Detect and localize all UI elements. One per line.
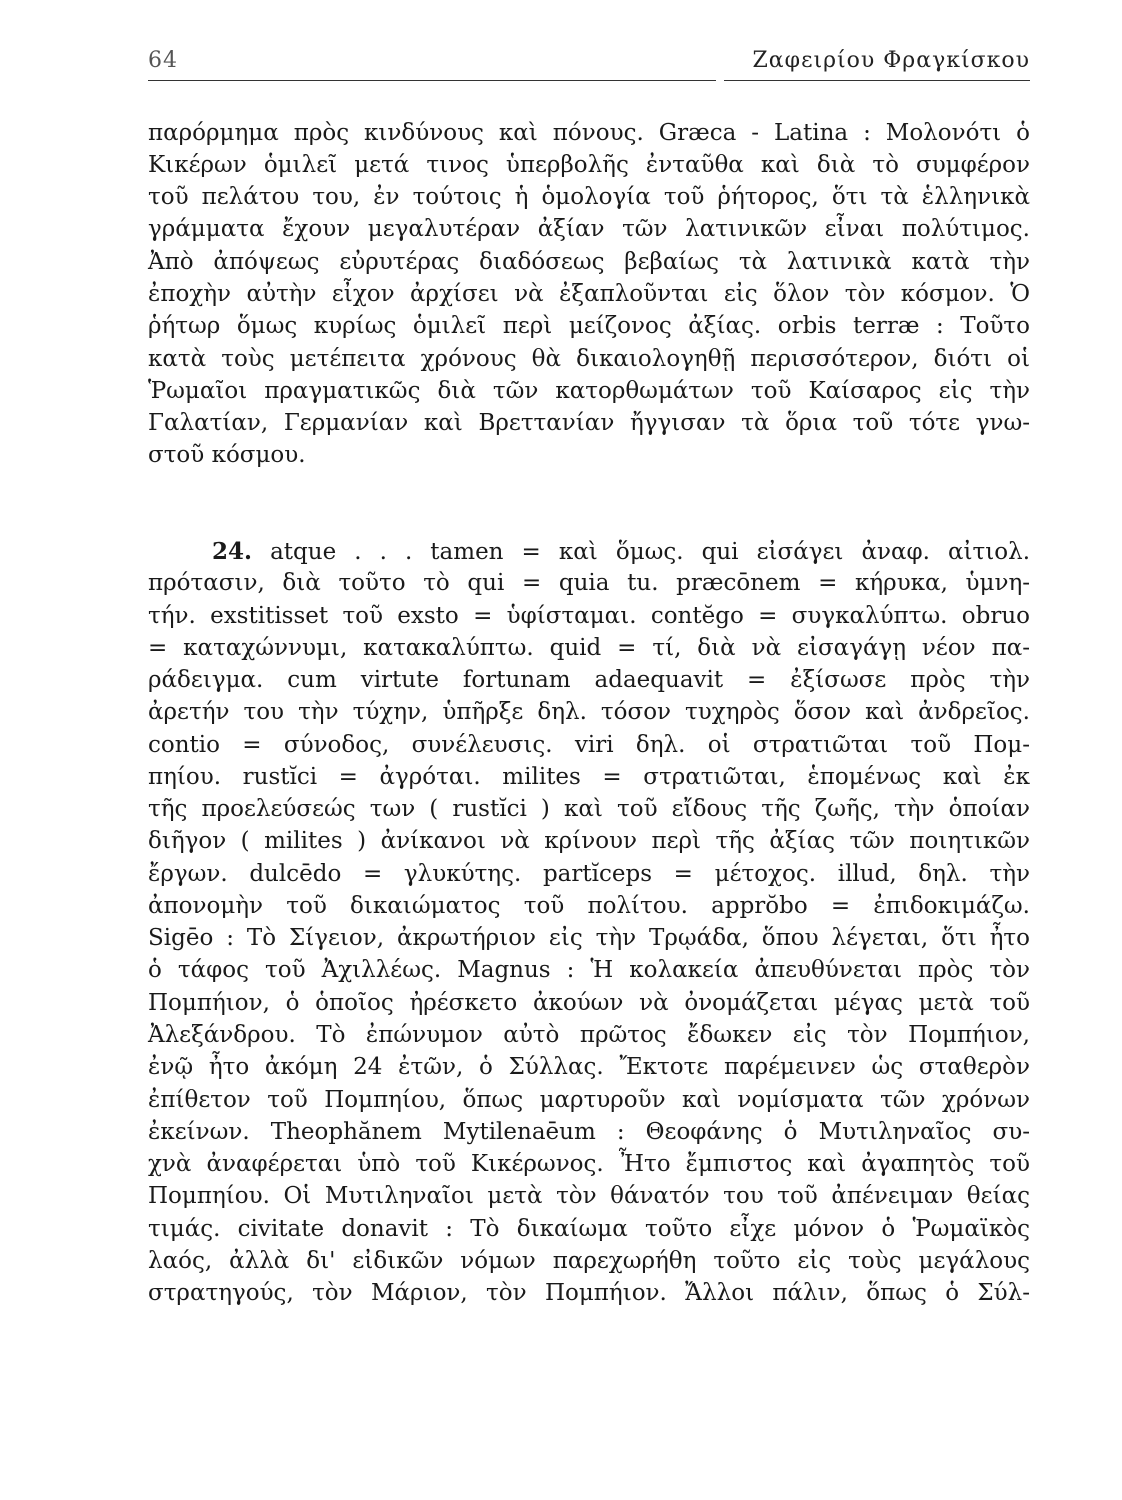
text-line: Πομπήιον, ὁ ὁποῖος ἠρέσκετο ἀκούων νὰ ὀνομάζεται μέγας μετὰ τοῦ (148, 990, 1030, 1016)
text-line: παρόρμημα πρὸς κινδύνους καὶ πόνους. Græca - Latina : Μολονότι ὁ (148, 120, 1030, 146)
text-line: ἐποχὴν αὐτὴν εἶχον ἀρχίσει νὰ ἐξαπλοῦνται εἰς ὅλον τὸν κόσμον. Ὁ (148, 281, 1030, 307)
text-line: τοῦ πελάτου του, ἐν τούτοις ἡ ὁμολογία τοῦ ῥήτορος, ὅτι τὰ ἑλληνικὰ (148, 184, 1030, 210)
text-line: contio = σύνοδος, συνέλευσις. viri δηλ. οἱ στρατιῶται τοῦ Πομ- (148, 732, 1030, 758)
running-head: Ζαφειρίου Φραγκίσκου (752, 48, 1030, 73)
text-line: τῆς προελεύσεώς των ( rustĭci ) καὶ τοῦ εἴδους τῆς ζωῆς, τὴν ὁποίαν (148, 796, 1030, 822)
text-line: Κικέρων ὁμιλεῖ μετά τινος ὑπερβολῆς ἐνταῦθα καὶ διὰ τὸ συμφέρον (148, 152, 1030, 178)
text-line: ἀρετήν του τὴν τύχην, ὑπῆρξε δηλ. τόσον τυχηρὸς ὅσον καὶ ἀνδρεῖος. (148, 699, 1030, 725)
text-line: Ἀπὸ ἀπόψεως εὐρυτέρας διαδόσεως βεβαίως τὰ λατινικὰ κατὰ τὴν (148, 249, 1030, 275)
text-line: τήν. exstitisset τοῦ exsto = ὑφίσταμαι. contĕgo = συγκαλύπτω. obruo (148, 603, 1030, 629)
text-line: Ἀλεξάνδρου. Τὸ ἐπώνυμον αὐτὸ πρῶτος ἔδωκεν εἰς τὸν Πομπήιον, (148, 1022, 1030, 1048)
text-line: στρατηγούς, τὸν Μάριον, τὸν Πομπήιον. Ἄλλοι πάλιν, ὅπως ὁ Σύλ- (148, 1280, 1030, 1306)
text-line: ἐνῷ ἦτο ἀκόμη 24 ἐτῶν, ὁ Σύλλας. Ἔκτοτε παρέμεινεν ὡς σταθερὸν (148, 1054, 1030, 1080)
header-rule-right (724, 80, 1030, 81)
text-line: Ῥωμαῖοι πραγματικῶς διὰ τῶν κατορθωμάτων τοῦ Καίσαρος εἰς τὴν (148, 378, 1030, 404)
page-number: 64 (148, 48, 178, 73)
text-line: Πομπηίου. Οἱ Μυτιληναῖοι μετὰ τὸν θάνατόν του τοῦ ἀπένειμαν θείας (148, 1183, 1030, 1209)
paragraph-first-line (212, 540, 1030, 564)
paragraph-number: 24. (212, 538, 253, 565)
text-line: χνὰ ἀναφέρεται ὑπὸ τοῦ Κικέρωνος. Ἦτο ἔμπιστος καὶ ἀγαπητὸς τοῦ (148, 1151, 1030, 1177)
text-line: γράμματα ἔχουν μεγαλυτέραν ἀξίαν τῶν λατινικῶν εἶναι πολύτιμος. (148, 216, 1030, 242)
text-line: Sigēo : Τὸ Σίγειον, ἀκρωτήριον εἰς τὴν Τρῳάδα, ὅπου λέγεται, ὅτι ἦτο (148, 925, 1030, 951)
header-rule-left (148, 80, 716, 81)
text-line: πρότασιν, διὰ τοῦτο τὸ qui = quia tu. præcōnem = κήρυκα, ὑμνη- (148, 570, 1030, 596)
text-line: πηίου. rustĭci = ἀγρόται. milites = στρατιῶται, ἑπομένως καὶ ἐκ (148, 764, 1030, 790)
text-line: ράδειγμα. cum virtute fortunam adaequavit = ἐξίσωσε πρὸς τὴν (148, 667, 1030, 693)
text-line: στοῦ κόσμου. (148, 442, 306, 468)
text-line: ὁ τάφος τοῦ Ἀχιλλέως. Magnus : Ἡ κολακεία ἀπευθύνεται πρὸς τὸν (148, 957, 1030, 983)
text-line: ἐκείνων. Theophănem Mytilenaēum : Θεοφάνης ὁ Μυτιληναῖος συ- (148, 1119, 1030, 1145)
text-line: = καταχώννυμι, κατακαλύπτω. quid = τί, διὰ νὰ εἰσαγάγῃ νέον πα- (148, 635, 1030, 661)
text-line: ἐπίθετον τοῦ Πομπηίου, ὅπως μαρτυροῦν καὶ νομίσματα τῶν χρόνων (148, 1087, 1030, 1113)
text-line: κατὰ τοὺς μετέπειτα χρόνους θὰ δικαιολογηθῇ περισσότερον, διότι οἱ (148, 346, 1030, 372)
text-line: λαός, ἀλλὰ δι' εἰδικῶν νόμων παρεχωρήθη τοῦτο εἰς τοὺς μεγάλους (148, 1248, 1030, 1274)
text-line: διῆγον ( milites ) ἀνίκανοι νὰ κρίνουν περὶ τῆς ἀξίας τῶν ποιητικῶν (148, 828, 1030, 854)
text-line: Γαλατίαν, Γερμανίαν καὶ Βρεττανίαν ἤγγισαν τὰ ὅρια τοῦ τότε γνω- (148, 410, 1030, 436)
text-line: ἀπονομὴν τοῦ δικαιώματος τοῦ πολίτου. apprŏbo = ἐπιδοκιμάζω. (148, 893, 1030, 919)
page-header (148, 44, 1030, 84)
text-line: τιμάς. civitate donavit : Τὸ δικαίωμα τοῦτο εἶχε μόνον ὁ Ῥωμαϊκὸς (148, 1216, 1030, 1242)
text-line: ῥήτωρ ὅμως κυρίως ὁμιλεῖ περὶ μείζονος ἀξίας. orbis terræ : Τοῦτο (148, 313, 1030, 339)
text-line: ἔργων. dulcēdo = γλυκύτης. partĭceps = μέτοχος. illud, δηλ. τὴν (148, 861, 1030, 887)
text-segment: atque . . . tamen = καὶ ὅμως. qui εἰσάγει ἀναφ. αἰτιολ. (270, 539, 1031, 565)
